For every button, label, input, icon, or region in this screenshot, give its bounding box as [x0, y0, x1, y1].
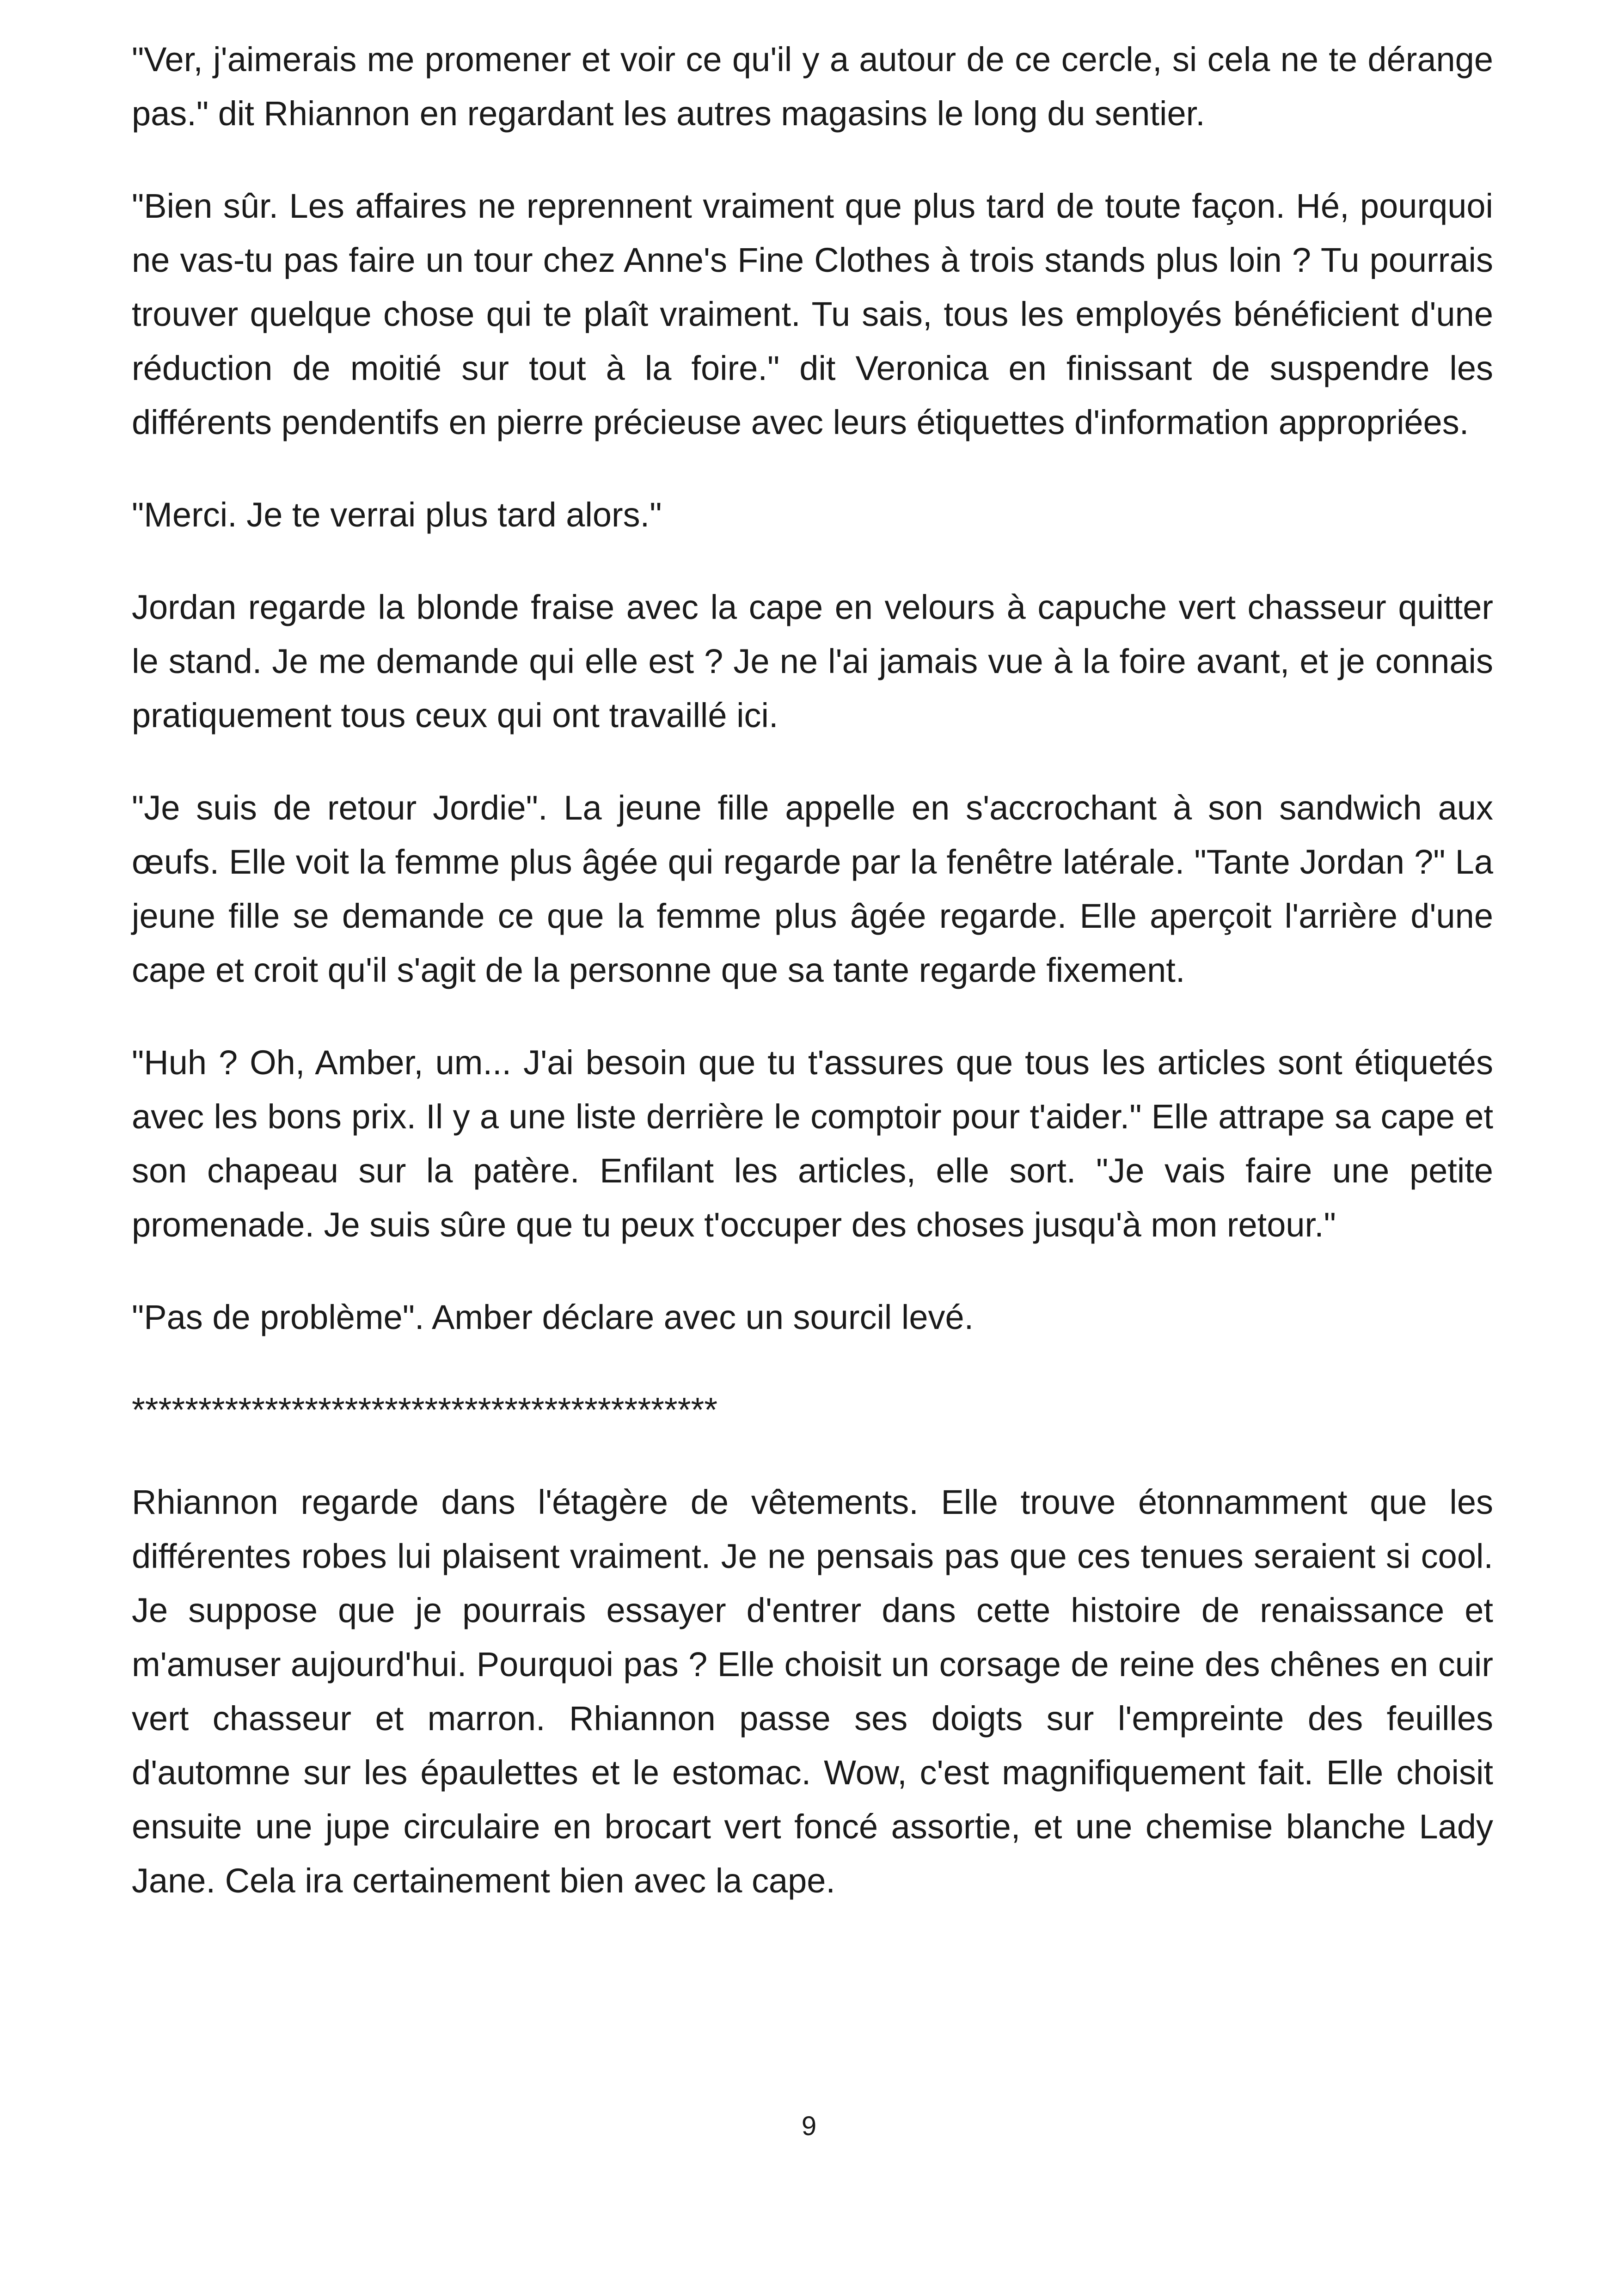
- paragraph: Jordan regarde la blonde fraise avec la cape en velours à capuche vert chasseur quitter le stand. Je me demande qui elle est ? Je ne l'ai jamais vue à la foire avant, et je connais pratiquement tous ceux qui ont travaillé ici.: [132, 588, 1493, 735]
- page-number: 9: [801, 2111, 817, 2141]
- paragraph: Rhiannon regarde dans l'étagère de vêtements. Elle trouve étonnamment que les différentes robes lui plaisent vraiment. Je ne pensais pas que ces tenues seraient si cool. Je suppose que je pourrais essayer d'entrer dans cette histoire de renaissance et m'amuser aujourd'hui. Pourquoi pas ? Elle choisit un corsage de reine des chênes en cuir vert chasseur et marron. Rhiannon passe ses doigts sur l'empreinte des feuilles d'automne sur les épaulettes et le estomac. Wow, c'est magnifiquement fait. Elle choisit ensuite une jupe circulaire en brocart vert foncé assortie, et une chemise blanche Lady Jane. Cela ira certainement bien avec la cape.: [132, 1483, 1493, 1900]
- paragraph: "Merci. Je te verrai plus tard alors.": [132, 496, 662, 534]
- body-text: [132, 32, 1493, 1946]
- paragraph: "Bien sûr. Les affaires ne reprennent vraiment que plus tard de toute façon. Hé, pourquoi ne vas-tu pas faire un tour chez Anne's Fine Clothes à trois stands plus loin ? Tu pourrais trouver quelque chose qui te plaît vraiment. Tu sais, tous les employés bénéficient d'une réduction de moitié sur tout à la foire." dit Veronica en finissant de suspendre les différents pendentifs en pierre précieuse avec leurs étiquettes d'information appropriées.: [132, 187, 1493, 441]
- paragraph: "Je suis de retour Jordie". La jeune fille appelle en s'accrochant à son sandwich aux œufs. Elle voit la femme plus âgée qui regarde par la fenêtre latérale. "Tante Jordan ?" La jeune fille se demande ce que la femme plus âgée regarde. Elle aperçoit l'arrière d'une cape et croit qu'il s'agit de la personne que sa tante regarde fixement.: [132, 789, 1493, 989]
- paragraph: "Ver, j'aimerais me promener et voir ce qu'il y a autour de ce cercle, si cela ne te dérange pas." dit Rhiannon en regardant les autres magasins le long du sentier.: [132, 40, 1493, 133]
- paragraph: "Pas de problème". Amber déclare avec un sourcil levé.: [132, 1298, 974, 1336]
- paragraph: "Huh ? Oh, Amber, um... J'ai besoin que tu t'assures que tous les articles sont étiquetés avec les bons prix. Il y a une liste derrière le comptoir pour t'aider." Elle attrape sa cape et son chapeau sur la patère. Enfilant les articles, elle sort. "Je vais faire une petite promenade. Je suis sûre que tu peux t'occuper des choses jusqu'à mon retour.": [132, 1043, 1493, 1244]
- section-separator: ********************************************: [132, 1390, 718, 1429]
